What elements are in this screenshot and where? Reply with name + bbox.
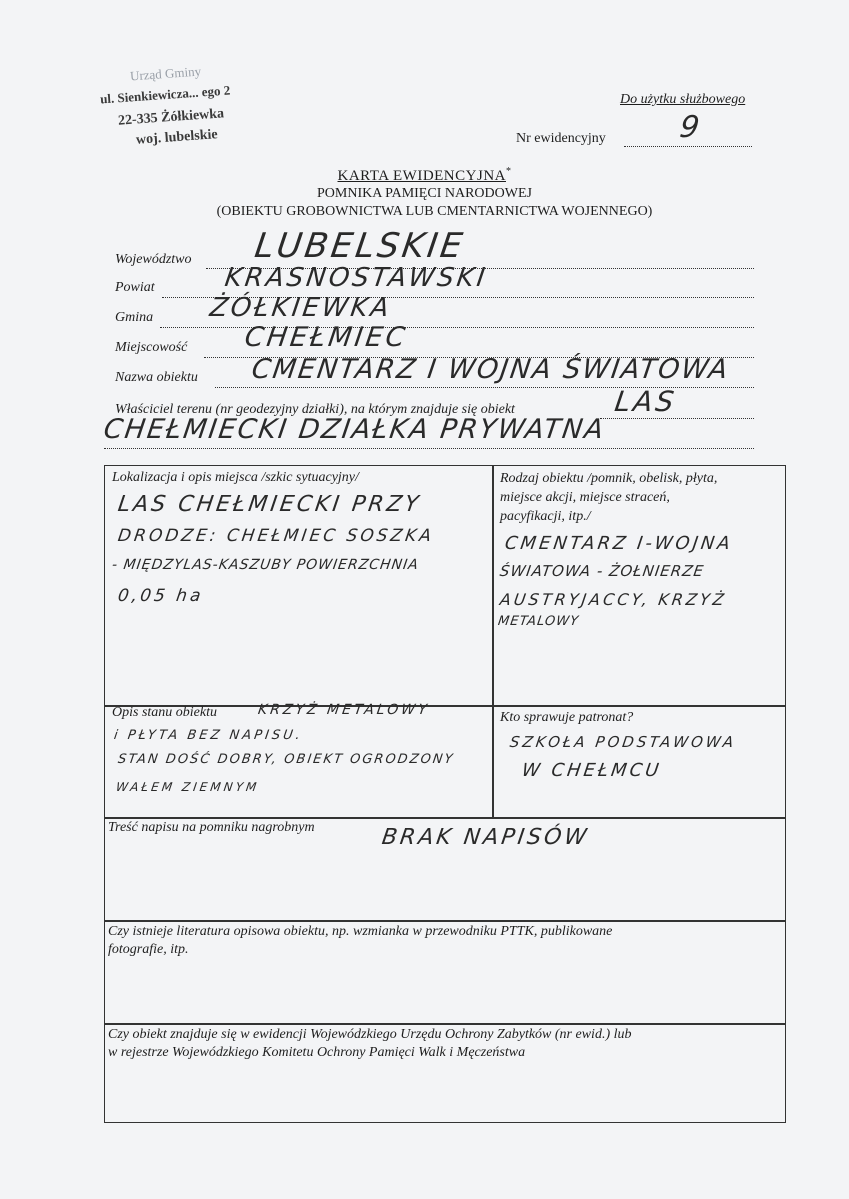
rodzaj-label-line-3: pacyfikacji, itp./ [500, 509, 591, 524]
opis-line-2: i PŁYTA BEZ NAPISU. [112, 728, 304, 743]
rodzaj-label-line-1: Rodzaj obiektu /pomnik, obelisk, płyta, [500, 471, 718, 486]
patronat-line-1: SZKOŁA PODSTAWOWA [508, 733, 738, 751]
tresc-value: BRAK NAPISÓW [380, 825, 591, 850]
wlasciciel-value-1: LAS [612, 385, 679, 418]
stamp-line-1: Urząd Gminy [129, 63, 202, 84]
wojewodztwo-label: Województwo [115, 252, 192, 267]
ewidencja-label-line-2: w rejestrze Wojewódzkiego Komitetu Ochrony Pamięci Walk i Męczeństwa [108, 1045, 526, 1060]
opis-line-3: STAN DOŚĆ DOBRY, OBIEKT OGRODZONY [116, 752, 456, 767]
form-subtitle-1: POMNIKA PAMIĘCI NARODOWEJ [317, 186, 532, 201]
patronat-line-2: W CHEŁMCU [520, 760, 663, 781]
nazwa-value: CMENTARZ I WOJNA ŚWIATOWA [249, 354, 732, 385]
gmina-label: Gmina [115, 310, 154, 325]
lokalizacja-label: Lokalizacja i opis miejsca /szkic sytuacyjny/ [112, 470, 359, 485]
miejscowosc-value: CHEŁMIEC [242, 322, 410, 353]
stamp-line-2: ul. Sienkiewicza... ego 2 [99, 82, 231, 107]
gmina-value: ŻÓŁKIEWKA [207, 293, 394, 323]
literatura-label-line-1: Czy istnieje literatura opisowa obiektu, np. wzmianka w przewodniku PTTK, publikowane [108, 924, 613, 939]
opis-line-4: WAŁEM ZIEMNYM [115, 780, 261, 794]
rodzaj-line-3: AUSTRYJACCY, KRZYŻ [498, 590, 729, 609]
form-title-text: KARTA EWIDENCYJNA [337, 168, 506, 184]
nr-value: 9 [677, 110, 705, 145]
lokalizacja-line-1: LAS CHEŁMIECKI PRZY [116, 492, 423, 517]
service-note: Do użytku służbowego [620, 92, 746, 107]
lokalizacja-line-4: 0,05 ha [116, 586, 205, 606]
opis-label: Opis stanu obiektu [112, 705, 217, 720]
powiat-label: Powiat [115, 280, 155, 295]
form-title-mark: * [505, 166, 512, 177]
wlasciciel-value-2: CHEŁMIECKI DZIAŁKA PRYWATNA [101, 414, 608, 445]
rodzaj-line-1: CMENTARZ I-WOJNA [503, 533, 735, 554]
literatura-label-line-2: fotografie, itp. [108, 942, 189, 957]
wlasciciel-dots-1 [600, 418, 754, 419]
wlasciciel-dots-2 [104, 448, 754, 449]
rodzaj-label-line-2: miejsce akcji, miejsce straceń, [500, 490, 670, 505]
stamp-line-3: 22-335 Żółkiewka [117, 106, 225, 129]
wojewodztwo-value: LUBELSKIE [252, 226, 468, 266]
opis-line-1: KRZYŻ METALOWY [256, 702, 431, 718]
nr-dots [624, 146, 752, 147]
tresc-label: Treść napisu na pomniku nagrobnym [108, 820, 315, 835]
nr-label: Nr ewidencyjny [516, 131, 606, 146]
patronat-label: Kto sprawuje patronat? [500, 710, 634, 725]
rodzaj-line-2: ŚWIATOWA - ŻOŁNIERZE [498, 562, 706, 580]
lokalizacja-line-3: - MIĘDZYLAS-KASZUBY POWIERZCHNIA [110, 557, 420, 573]
form-subtitle-2: (OBIEKTU GROBOWNICTWA LUB CMENTARNICTWA WOJENNEGO) [216, 204, 653, 219]
miejscowosc-label: Miejscowość [115, 340, 188, 355]
rodzaj-line-4: METALOWY [496, 614, 581, 629]
wlasciciel-label: Właściciel terenu (nr geodezyjny działki), na którym znajduje się obiekt [115, 402, 515, 417]
form-title [0, 166, 849, 185]
stamp-line-4: woj. lubelskie [135, 127, 219, 148]
lokalizacja-line-2: DRODZE: CHEŁMIEC SOSZKA [116, 526, 436, 546]
nazwa-label: Nazwa obiektu [115, 370, 198, 385]
ewidencja-label-line-1: Czy obiekt znajduje się w ewidencji Wojewódzkiego Urzędu Ochrony Zabytków (nr ewid.) lub [108, 1027, 632, 1042]
powiat-value: KRASNOSTAWSKI [222, 263, 490, 293]
